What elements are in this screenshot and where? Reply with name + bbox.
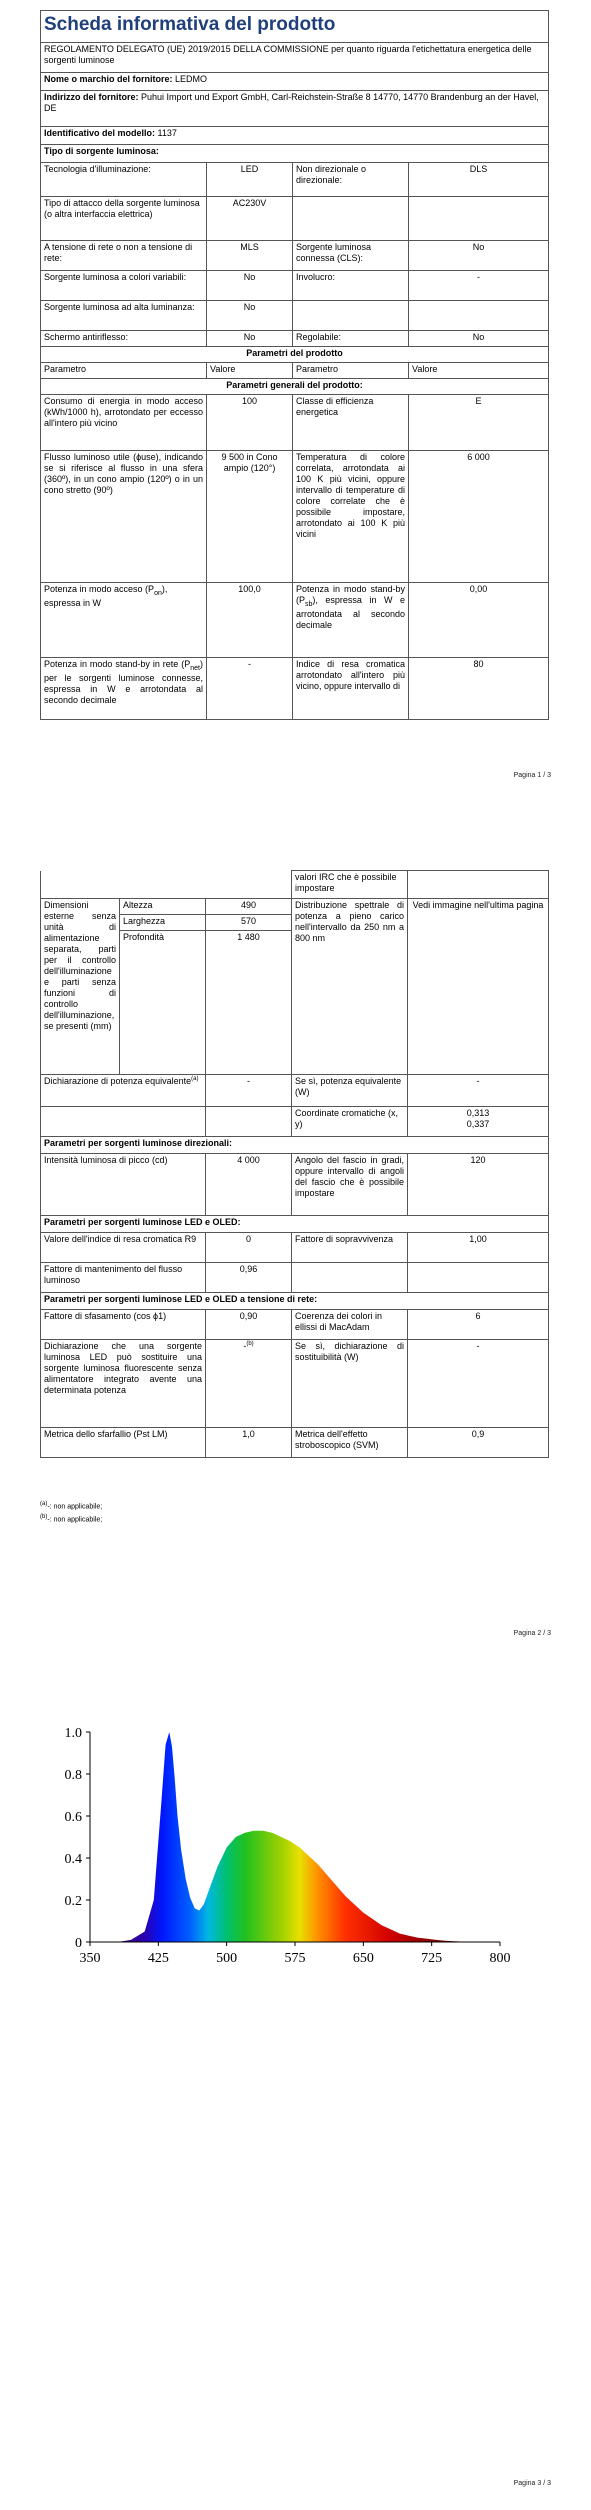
mains-value: MLS (207, 241, 293, 271)
energy-class-label: Classe di efficienza energetica (293, 395, 409, 451)
spd-label: Distribuzione spettrale di potenza a pieno carico nell'intervallo da 250 nm a 800 nm (292, 899, 408, 1075)
svm-label: Metrica dell'effetto stroboscopico (SVM) (292, 1428, 408, 1458)
footnotes (40, 1500, 102, 1526)
footnote-b: (b)-: non applicabile; (40, 1513, 103, 1524)
cri-value: 80 (409, 658, 549, 720)
high-luminance-value: No (207, 301, 293, 331)
flux-value: 9 500 in Cono ampio (120°) (207, 451, 293, 583)
replacement-label: Dichiarazione che una sorgente luminosa LED può sostituire una sorgente luminosa fluorescente senza alimentatore integrato avente una determinata potenza (41, 1340, 206, 1428)
model-id-row (41, 127, 549, 145)
directional-heading: Parametri per sorgenti luminose direzionali: (41, 1137, 549, 1154)
chromaticity-y: 0,337 (466, 1118, 490, 1129)
x-tick-label: 800 (489, 1951, 511, 1966)
standby-power-label: Potenza in modo stand-by $(P_{sb})$, espressa in W e arrotondata al secondo decimale (293, 583, 409, 658)
energy-label: Consumo di energia in modo acceso (kWh/1000 h), arrotondato per eccesso all'intero più vicino (41, 395, 207, 451)
nondir-label: Non direzionale o direzionale: (293, 163, 409, 197)
cri-label-continued: valori IRC che è possibile impostare (292, 871, 408, 899)
cls-label: Sorgente luminosa connessa (CLS): (293, 241, 409, 271)
page-number-2: Pagina 2 / 3 (513, 1630, 551, 1637)
maintenance-label: Fattore di mantenimento del flusso luminoso (41, 1263, 206, 1293)
product-info-table-2 (40, 870, 549, 1458)
cap-label: Tipo di attacco della sorgente luminosa (44, 198, 200, 208)
energy-class-value: E (409, 395, 549, 451)
replacement-watt-label: Se sì, dichiarazione di sostituibilità (W) (292, 1340, 408, 1428)
envelope-label: Involucro: (293, 271, 409, 301)
mains-label: A tensione di rete o non a tensione di rete: (41, 241, 207, 271)
power-factor-label: Fattore di sfasamento (cos ϕ1) (41, 1310, 206, 1340)
dimmable-label: Regolabile: (293, 331, 409, 347)
page-title: Scheda informativa del prodotto (41, 11, 549, 43)
equivalent-watt-value: - (408, 1075, 549, 1107)
colour-label: Sorgente luminosa a colori variabili: (41, 271, 207, 301)
maintenance-value: 0,96 (206, 1263, 292, 1293)
cri-label: Indice di resa cromatica arrotondato all'intero più vicino, oppure intervallo di (293, 658, 409, 720)
beam-angle-label: Angolo del fascio in gradi, oppure intervallo di angoli del fascio che è possibile impostare (292, 1154, 408, 1216)
glare-value: No (207, 331, 293, 347)
y-tick-label: 0.2 (64, 1894, 82, 1909)
standby-power-value: 0,00 (409, 583, 549, 658)
page-number-3: Pagina 3 / 3 (513, 2480, 551, 2487)
macadam-value: 6 (408, 1310, 549, 1340)
led-mains-heading: Parametri per sorgenti luminose LED e OLED a tensione di rete: (41, 1293, 549, 1310)
nondir-value: DLS (409, 163, 549, 197)
colour-value: No (207, 271, 293, 301)
x-tick-label: 425 (147, 1951, 169, 1966)
x-tick-label: 350 (79, 1951, 101, 1966)
envelope-value: - (409, 271, 549, 301)
network-standby-value: - (207, 658, 293, 720)
spd-value: Vedi immagine nell'ultima pagina (408, 899, 549, 1075)
y-tick-label: 0.4 (64, 1852, 82, 1867)
height-value: 490 (206, 899, 292, 915)
plot-layer (65, 1726, 511, 1966)
supplier-address-row (41, 91, 549, 127)
survival-value: 1,00 (408, 1233, 549, 1263)
depth-value: 1 480 (206, 931, 292, 1075)
replacement-value: -$^{(b)}$ (206, 1340, 292, 1428)
model-id-label: Identificativo del modello: (44, 128, 156, 138)
supplier-name-value: LEDMO (175, 74, 208, 84)
peak-intensity-value: 4 000 (206, 1154, 292, 1216)
high-luminance-label: Sorgente luminosa ad alta luminanza: (41, 301, 207, 331)
flicker-label: Metrica dello sfarfallio (Pst LM) (41, 1428, 206, 1458)
page-1 (0, 0, 591, 800)
chromaticity-x: 0,313 (466, 1108, 490, 1118)
col-value-2: Valore (409, 363, 549, 379)
supplier-name-row (41, 73, 549, 91)
glare-label: Schermo antiriflesso: (41, 331, 207, 347)
peak-intensity-label: Intensità luminosa di picco (cd) (41, 1154, 206, 1216)
y-tick-label: 0.8 (64, 1768, 82, 1783)
x-tick-label: 725 (421, 1951, 443, 1966)
page-2 (0, 840, 591, 1660)
cct-value: 6 000 (409, 451, 549, 583)
flicker-value: 1,0 (206, 1428, 292, 1458)
on-power-label: Potenza in modo acceso $(P_{on})$, espressa in W (41, 583, 207, 658)
page-3 (0, 1680, 591, 2510)
chromaticity-label: Coordinate cromatiche (x, y) (292, 1107, 408, 1137)
spectral-power-chart (50, 1720, 540, 1980)
led-heading: Parametri per sorgenti luminose LED e OLED: (41, 1216, 549, 1233)
dimmable-value: No (409, 331, 549, 347)
flux-label: Flusso luminoso utile (ɸuse), indicando se si riferisce al flusso in una sfera (360º), in un cono ampio (120º) o in un cono stretto (90º) (41, 451, 207, 583)
y-tick-label: 1.0 (64, 1726, 82, 1741)
cct-label: Temperatura di colore correlata, arrotondata ai 100 K più vicini, oppure intervallo di temperature di colore correlate che è possibile impostare, arrotondato ai 100 K più vicini (293, 451, 409, 583)
general-params-heading: Parametri generali del prodotto: (41, 379, 549, 395)
equivalent-watt-label: Se sì, potenza equivalente (W) (292, 1075, 408, 1107)
network-standby-label: Potenza in modo stand-by in rete $(P_{net})$ per le sorgenti luminose connesse, espressa in W e arrotondata al secondo decimale (41, 658, 207, 720)
width-value: 570 (206, 915, 292, 931)
width-label: Larghezza (120, 915, 206, 931)
spectrum-area (117, 1732, 482, 1942)
col-param-2: Parametro (293, 363, 409, 379)
on-power-value: 100,0 (207, 583, 293, 658)
supplier-address-label: Indirizzo del fornitore: (44, 92, 139, 102)
equivalent-power-label: Dichiarazione di potenza equivalente$^{(a)}$ (41, 1075, 206, 1107)
product-params-heading: Parametri del prodotto (41, 347, 549, 363)
col-value-1: Valore (207, 363, 293, 379)
depth-label: Profondità (120, 931, 206, 1075)
model-id-value: 1137 (157, 128, 177, 138)
r9-label: Valore dell'indice di resa cromatica R9 (41, 1233, 206, 1263)
power-factor-value: 0,90 (206, 1310, 292, 1340)
supplier-name-label: Nome o marchio del fornitore: (44, 74, 173, 84)
svm-value: 0,9 (408, 1428, 549, 1458)
supplier-address-value: Puhui Import und Export GmbH, Carl-Reichstein-Straße 8 14770, 14770 Brandenburg an der Havel, DE (44, 92, 539, 113)
x-tick-label: 650 (352, 1951, 374, 1966)
energy-value: 100 (207, 395, 293, 451)
footnote-a: (a)-: non applicabile; (40, 1501, 103, 1511)
cap-label-note: (o altra interfaccia elettrica) (44, 208, 153, 219)
tech-value: LED (207, 163, 293, 197)
cap-label-cell (41, 197, 207, 241)
height-label: Altezza (120, 899, 206, 915)
x-tick-label: 575 (284, 1951, 306, 1966)
regulation-text: REGOLAMENTO DELEGATO (UE) 2019/2015 DELLA COMMISSIONE per quanto riguarda l'etichettatura energetica delle sorgenti luminose (41, 43, 549, 73)
page-number-1: Pagina 1 / 3 (513, 772, 551, 779)
cls-value: No (409, 241, 549, 271)
product-info-table-1 (40, 10, 549, 720)
source-type-heading: Tipo di sorgente luminosa: (41, 145, 549, 163)
chromaticity-value (408, 1107, 549, 1137)
col-param-1: Parametro (41, 363, 207, 379)
survival-label: Fattore di sopravvivenza (292, 1233, 408, 1263)
tech-label: Tecnologia d'illuminazione: (41, 163, 207, 197)
y-tick-label: 0 (75, 1936, 82, 1951)
x-tick-label: 500 (216, 1951, 238, 1966)
macadam-label: Coerenza dei colori in ellissi di MacAdam (292, 1310, 408, 1340)
y-tick-label: 0.6 (64, 1810, 82, 1825)
cap-value: AC230V (207, 197, 293, 241)
r9-value: 0 (206, 1233, 292, 1263)
replacement-watt-value: - (408, 1340, 549, 1428)
dimensions-label: Dimensioni esterne senza unità di alimentazione separata, parti per il controllo dell'illuminazione e parti senza funzioni di controllo dell'illuminazione, se presenti (mm) (41, 899, 120, 1075)
equivalent-power-value: - (206, 1075, 292, 1107)
beam-angle-value: 120 (408, 1154, 549, 1216)
